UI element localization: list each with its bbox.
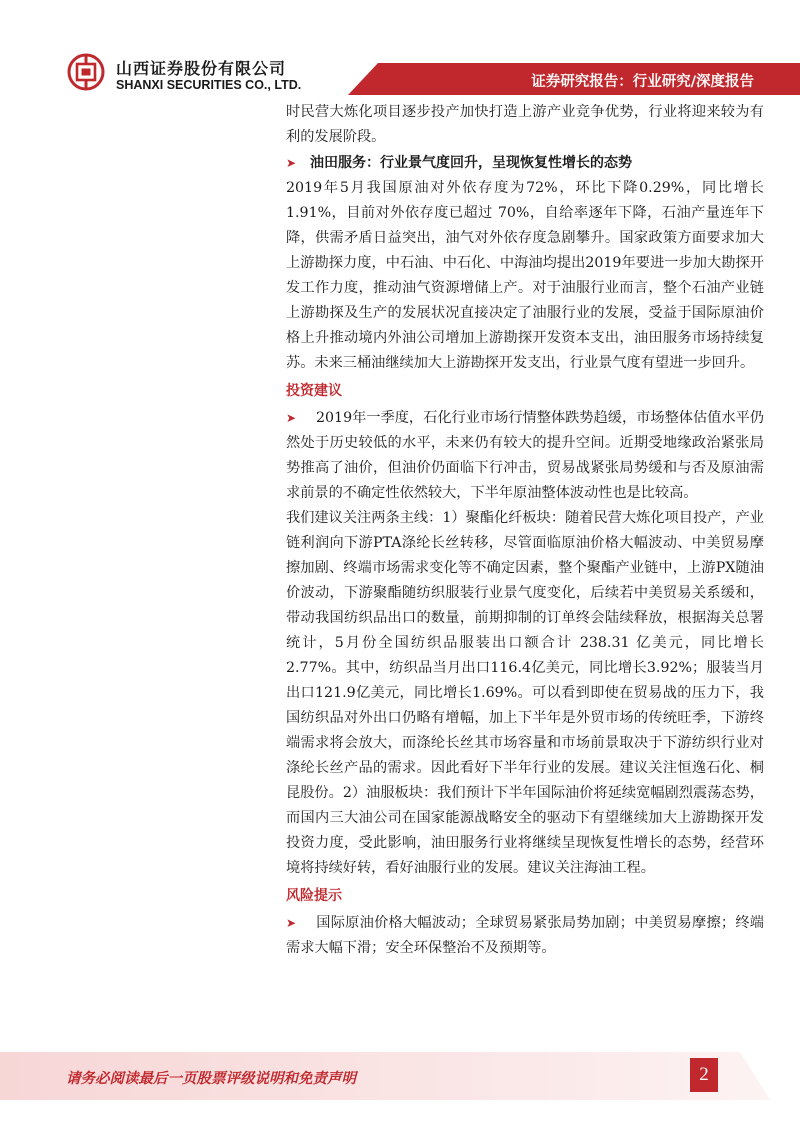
page-footer <box>0 1052 800 1100</box>
arrow-bullet-icon: ➤ <box>286 411 297 425</box>
page-number: 2 <box>699 1064 709 1085</box>
page-header <box>0 0 800 100</box>
arrow-bullet-icon: ➤ <box>286 916 297 930</box>
company-name-cn: 山西证券股份有限公司 <box>116 59 287 78</box>
risk-bullet-text: 国际原油价格大幅波动；全球贸易紧张局势加剧；中美贸易摩擦；终端需求大幅下滑；安全环保整治不及预期等。 <box>286 915 764 956</box>
report-type-label: 证券研究报告：行业研究/深度报告 <box>531 74 754 90</box>
investment-main-paragraph: 我们建议关注两条主线：1）聚酯化纤板块：随着民营大炼化项目投产，产业链利润向下游PTA涤纶长丝转移，尽管面临原油价格大幅波动、中美贸易摩擦加剧、终端市场需求变化等不确定因素，整个聚酯产业链中，上游PX随油价波动，下游聚酯随纺织服装行业景气度变化，后续若中美贸易关系缓和，带动我国纺织品出口的数量，前期抑制的订单终会陆续释放，根据海关总署统计，5月份全国纺织品服装出口额合计 238.31 亿美元，同比增长2.77%。其中，纺织品当月出口116.4亿美元，同比增长3.92%；服装当月出口121.9亿美元，同比增长1.69%。可以看到即使在贸易战的压力下，我国纺织品对外出口仍略有增幅，加上下半年是外贸市场的传统旺季，下游终端需求将会放大，而涤纶长丝其市场容量和市场前景取决于下游纺织行业对涤纶长丝产品的需求。因此看好下半年行业的发展。建议关注恒逸石化、桐昆股份。2）油服板块：我们预计下半年国际油价将延续宽幅剧烈震荡态势，而国内三大油公司在国家能源战略安全的驱动下有望继续加大上游勘探开发投资力度，受此影响，油田服务行业将继续呈现恢复性增长的态势，经营环境将持续好转，看好油服行业的发展。建议关注海油工程。 <box>286 510 764 876</box>
company-name-en: SHANXI SECURITIES CO., LTD. <box>116 78 302 92</box>
risk-section-title: 风险提示 <box>286 888 342 904</box>
disclaimer-text: 请务必阅读最后一页股票评级说明和免责声明 <box>66 1070 356 1087</box>
intro-paragraph-tail: 时民营大炼化项目逐步投产加快打造上游产业竞争优势，行业将迎来较为有利的发展阶段。 <box>286 104 764 145</box>
investment-bullet-paragraph <box>286 406 764 506</box>
report-body <box>286 100 764 961</box>
oilfield-heading <box>286 150 764 176</box>
page-number-box <box>690 1058 718 1092</box>
arrow-bullet-icon: ➤ <box>286 156 297 170</box>
oilfield-heading-text: 油田服务：行业景气度回升，呈现恢复性增长的态势 <box>310 155 632 171</box>
investment-bullet-text: 2019年一季度，石化行业市场行情整体跌势趋缓，市场整体估值水平仍然处于历史较低的水平，未来仍有较大的提升空间。近期受地缘政治紧张局势推高了油价，但油价仍面临下行冲击，贸易战紧张局势缓和与否及原油需求前景的不确定性依然较大，下半年原油整体波动性也是比较高。 <box>286 410 764 501</box>
oilfield-paragraph: 2019年5月我国原油对外依存度为72%，环比下降0.29%，同比增长1.91%，目前对外依存度已超过 70%，自给率逐年下降，石油产量连年下降，供需矛盾日益突出，油气对外依存度急剧攀升。国家政策方面要求加大上游勘探力度，中石油、中石化、中海油均提出2019年要进一步加大勘探开发工作力度，推动油气资源增储上产。对于油服行业而言，整个石油产业链上游勘探及生产的发展状况直接决定了油服行业的发展，受益于国际原油价格上升推动境内外油公司增加上游勘探开发资本支出，油田服务市场持续复苏。未来三桶油继续加大上游勘探开发支出，行业景气度有望进一步回升。 <box>286 180 764 371</box>
investment-section-title: 投资建议 <box>286 383 342 399</box>
risk-bullet-paragraph <box>286 911 764 961</box>
report-type-band <box>348 63 800 95</box>
shanxi-securities-logo-icon <box>66 52 106 92</box>
